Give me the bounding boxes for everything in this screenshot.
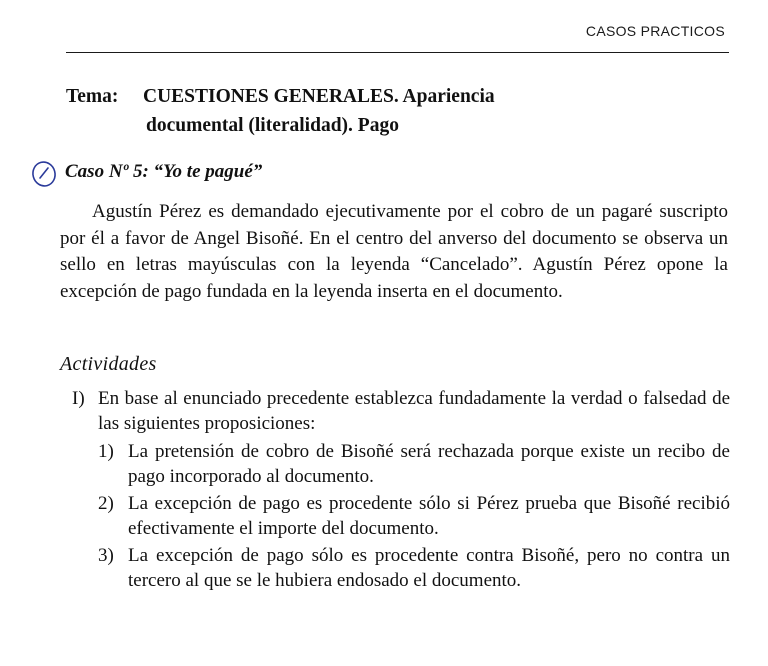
proposition-item [98, 543, 730, 593]
activity-number: I) [72, 388, 85, 409]
circled-check-mark-icon [30, 159, 60, 194]
proposition-list [98, 439, 730, 595]
header-divider [66, 52, 729, 53]
activity-item [72, 386, 730, 436]
topic-label: Tema: [66, 86, 119, 107]
section-header: CASOS PRACTICOS [585, 23, 725, 39]
proposition-number: 1) [98, 441, 114, 462]
activities-heading: Actividades [60, 353, 157, 375]
proposition-text: La pretensión de cobro de Bisoñé será rechazada porque existe un recibo de pago incorporado al documento. [128, 441, 730, 487]
proposition-number: 2) [98, 493, 114, 514]
case-description: Agustín Pérez es demandado ejecutivamente por el cobro de un pagaré suscripto por él a favor de Angel Bisoñé. En el centro del anverso del documento se observa un sello en letras mayúsculas con la leyenda “Cancelado”. Agustín Pérez opone la excepción de pago fundada en la leyenda inserta en el documento. [60, 201, 728, 302]
case-title: Caso Nº 5: “Yo te pagué” [65, 161, 263, 182]
proposition-item [98, 491, 730, 541]
proposition-item [98, 439, 730, 489]
topic-title-line-1: CUESTIONES GENERALES. Apariencia [143, 86, 495, 107]
proposition-text: La excepción de pago sólo es procedente contra Bisoñé, pero no contra un tercero al que se le hubiera endosado el documento. [128, 545, 730, 591]
proposition-text: La excepción de pago es procedente sólo si Pérez prueba que Bisoñé recibió efectivamente el importe del documento. [128, 493, 730, 539]
topic-title-line-2: documental (literalidad). Pago [146, 115, 399, 136]
proposition-number: 3) [98, 545, 114, 566]
activity-text: En base al enunciado precedente establezca fundadamente la verdad o falsedad de las siguientes proposiciones: [98, 388, 730, 434]
